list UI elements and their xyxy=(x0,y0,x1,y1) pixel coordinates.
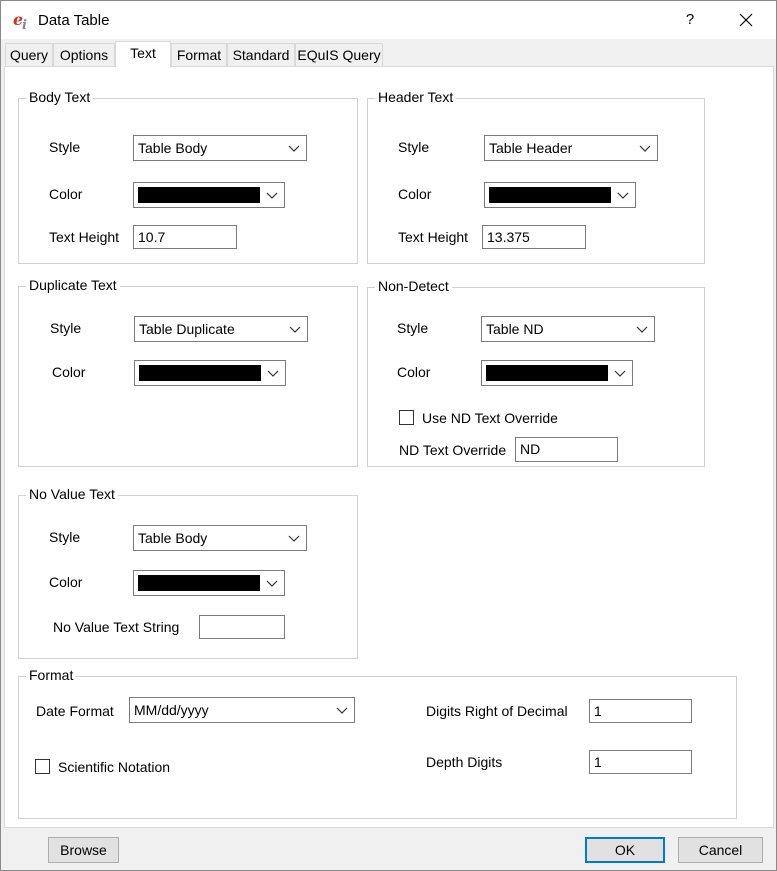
input-value: 13.375 xyxy=(487,229,530,245)
selected-value: Table ND xyxy=(486,321,544,337)
help-button[interactable]: ? xyxy=(685,11,695,28)
no-value-style-dropdown[interactable] xyxy=(133,525,307,551)
no-value-string-input[interactable] xyxy=(199,615,285,639)
nd-override-label: ND Text Override xyxy=(399,442,507,458)
group-title: Format xyxy=(26,667,76,683)
chevron-down-icon xyxy=(638,141,652,155)
body-text-group xyxy=(18,89,358,264)
no-value-color-picker[interactable] xyxy=(133,570,285,596)
text-tab-panel xyxy=(4,66,774,828)
color-label: Color xyxy=(49,574,83,590)
color-label: Color xyxy=(397,364,431,380)
nd-color-picker[interactable] xyxy=(481,360,633,386)
tab-standard[interactable]: Standard xyxy=(227,43,295,67)
use-nd-override-checkbox[interactable] xyxy=(399,410,414,425)
text-height-label: Text Height xyxy=(398,229,469,245)
body-text-height-input[interactable] xyxy=(133,225,237,249)
style-label: Style xyxy=(50,320,82,336)
close-button[interactable] xyxy=(727,1,765,39)
digits-right-input[interactable] xyxy=(589,699,692,723)
text-height-label: Text Height xyxy=(49,229,120,245)
selected-value: MM/dd/yyyy xyxy=(134,702,209,718)
input-value: ND xyxy=(520,441,541,457)
color-swatch xyxy=(489,187,611,203)
duplicate-color-picker[interactable] xyxy=(134,360,286,386)
selected-value: Table Header xyxy=(489,140,573,156)
header-style-dropdown[interactable] xyxy=(484,135,658,161)
window-title: Data Table xyxy=(38,12,110,29)
input-value: 10.7 xyxy=(138,229,166,245)
format-group xyxy=(18,667,737,819)
input-value: 1 xyxy=(594,754,602,770)
group-title: No Value Text xyxy=(26,486,118,502)
color-label: Color xyxy=(398,186,432,202)
nd-style-dropdown[interactable] xyxy=(481,316,655,342)
chevron-down-icon xyxy=(635,322,649,336)
nd-override-input[interactable] xyxy=(515,437,618,462)
no-value-text-group xyxy=(18,486,358,659)
chevron-down-icon xyxy=(616,188,630,202)
color-label: Color xyxy=(49,186,83,202)
browse-button[interactable]: Browse xyxy=(48,837,119,863)
use-nd-override-label: Use ND Text Override xyxy=(422,410,558,426)
chevron-down-icon xyxy=(266,366,280,380)
date-format-label: Date Format xyxy=(36,703,114,719)
depth-digits-input[interactable] xyxy=(589,750,692,774)
color-swatch xyxy=(486,365,608,381)
tab-query[interactable]: Query xyxy=(5,43,53,67)
tab-options[interactable]: Options xyxy=(53,43,115,67)
style-label: Style xyxy=(49,139,81,155)
style-label: Style xyxy=(397,320,429,336)
svg-text:i: i xyxy=(22,18,27,31)
chevron-down-icon xyxy=(335,703,349,717)
selected-value: Table Body xyxy=(138,140,208,156)
header-text-group xyxy=(367,89,705,264)
ei-app-icon xyxy=(13,9,31,31)
scientific-notation-label: Scientific Notation xyxy=(58,759,171,775)
digits-right-label: Digits Right of Decimal xyxy=(426,703,568,719)
chevron-down-icon xyxy=(288,322,302,336)
group-title: Duplicate Text xyxy=(26,277,120,293)
input-value: 1 xyxy=(594,703,602,719)
date-format-dropdown[interactable] xyxy=(129,697,355,723)
group-title: Header Text xyxy=(375,89,456,105)
svg-text:e: e xyxy=(13,10,24,29)
style-label: Style xyxy=(49,529,81,545)
scientific-notation-checkbox[interactable] xyxy=(35,759,50,774)
color-swatch xyxy=(138,187,260,203)
style-label: Style xyxy=(398,139,430,155)
body-color-picker[interactable] xyxy=(133,182,285,208)
chevron-down-icon xyxy=(613,366,627,380)
color-label: Color xyxy=(52,364,86,380)
group-title: Non-Detect xyxy=(375,278,452,294)
depth-digits-label: Depth Digits xyxy=(426,754,503,770)
non-detect-group xyxy=(367,278,705,467)
color-swatch xyxy=(138,575,260,591)
duplicate-style-dropdown[interactable] xyxy=(134,316,308,342)
header-text-height-input[interactable] xyxy=(482,225,586,249)
tab-format[interactable]: Format xyxy=(171,43,227,67)
color-swatch xyxy=(139,365,261,381)
selected-value: Table Duplicate xyxy=(139,321,235,337)
chevron-down-icon xyxy=(265,188,279,202)
group-title: Body Text xyxy=(26,89,93,105)
chevron-down-icon xyxy=(287,531,301,545)
no-value-string-label: No Value Text String xyxy=(53,619,180,635)
close-icon xyxy=(739,13,753,27)
tab-equis-query[interactable]: EQuIS Query xyxy=(295,43,383,67)
chevron-down-icon xyxy=(265,576,279,590)
body-style-dropdown[interactable] xyxy=(133,135,307,161)
title-bar xyxy=(1,1,776,39)
selected-value: Table Body xyxy=(138,530,208,546)
tab-text[interactable]: Text xyxy=(115,41,171,68)
cancel-button[interactable]: Cancel xyxy=(678,837,763,863)
duplicate-text-group xyxy=(18,277,358,467)
chevron-down-icon xyxy=(287,141,301,155)
header-color-picker[interactable] xyxy=(484,182,636,208)
ok-button[interactable]: OK xyxy=(585,837,665,863)
